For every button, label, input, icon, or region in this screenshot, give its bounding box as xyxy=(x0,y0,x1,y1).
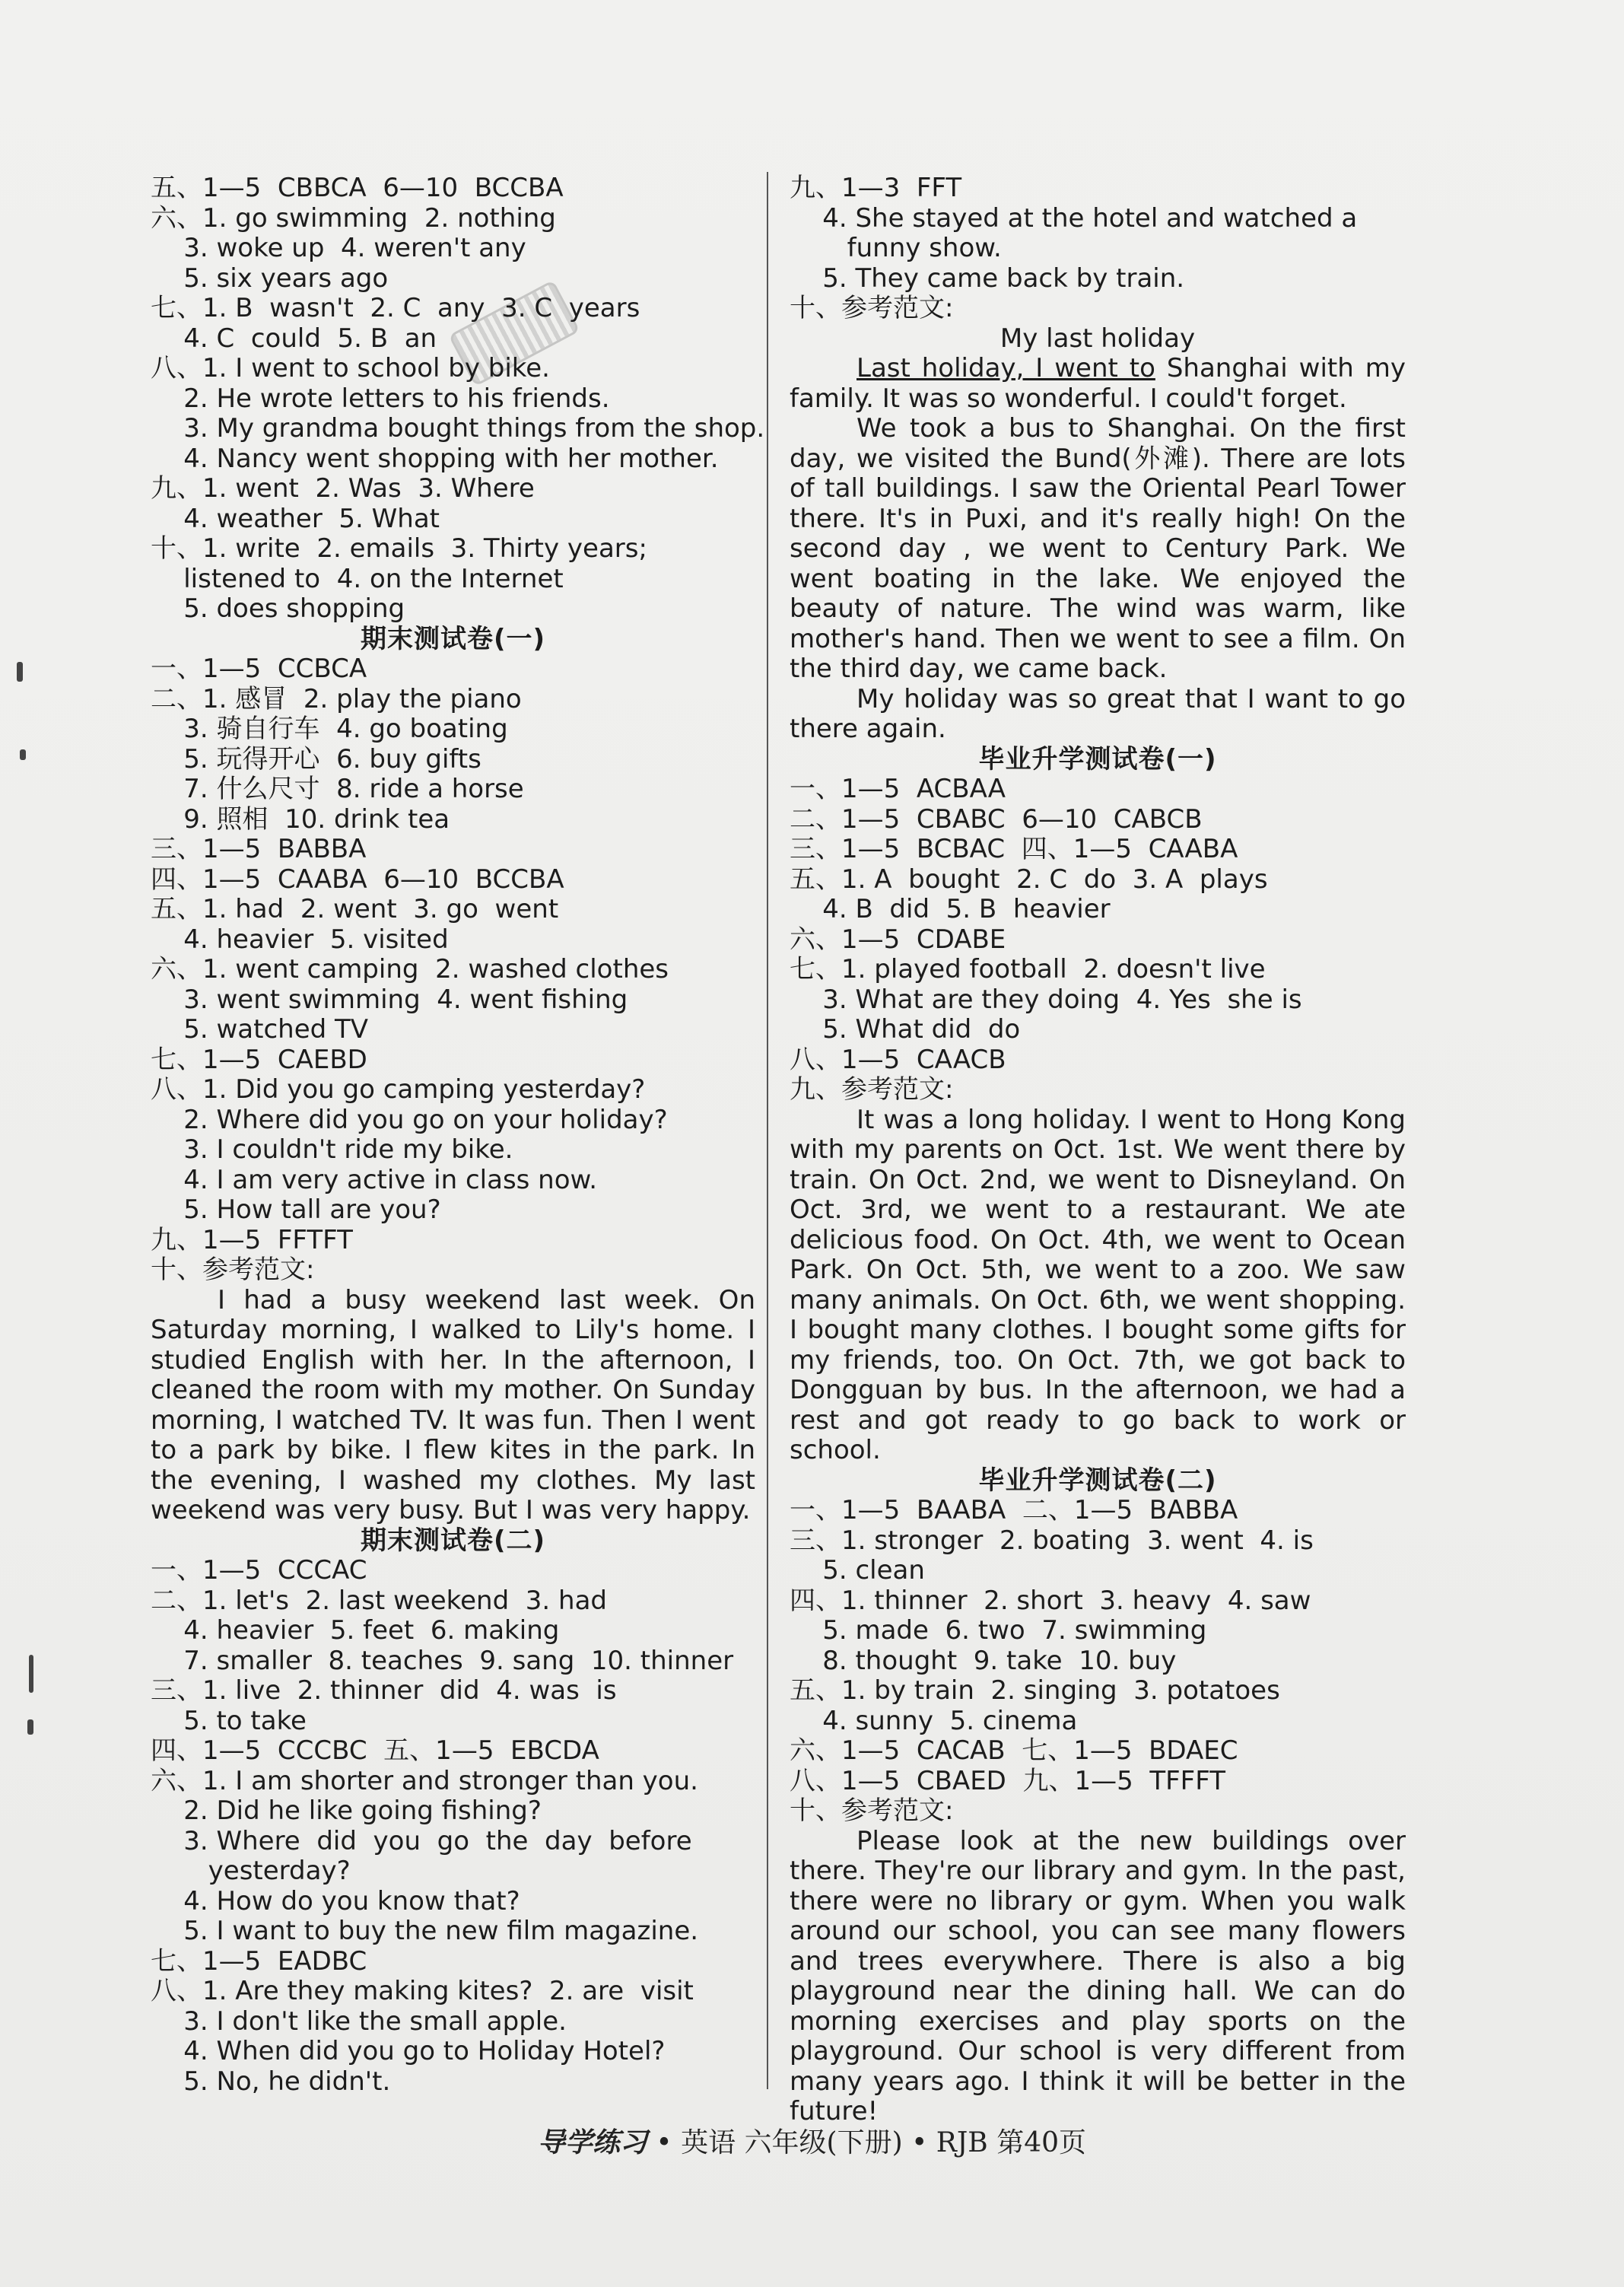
answer-line: 十、1. write 2. emails 3. Thirty years; xyxy=(151,533,647,564)
scan-speck xyxy=(29,1655,33,1693)
answer-line: 4. weather 5. What xyxy=(151,503,440,534)
answer-line: 七、1—5 CAEBD xyxy=(151,1044,367,1075)
answer-section xyxy=(151,173,765,625)
essay-underlined-phrase: Last holiday, I went to xyxy=(856,353,1155,383)
answer-line: 5. watched TV xyxy=(151,1014,369,1045)
answer-line: 九、参考范文: xyxy=(790,1074,954,1105)
answer-section xyxy=(790,775,1406,1105)
answer-line: 四、1—5 CCCBC 五、1—5 EBCDA xyxy=(151,1735,599,1766)
answer-line: 4. How do you know that? xyxy=(151,1885,520,1916)
answer-line: 三、1—5 BABBA xyxy=(151,834,367,864)
answer-line: 一、1—5 CCCAC xyxy=(151,1555,367,1586)
answer-line: 六、1. I am shorter and stronger than you. xyxy=(151,1765,698,1796)
answer-line: 9. 照相 10. drink tea xyxy=(151,803,450,835)
answer-line: 8. thought 9. take 10. buy xyxy=(790,1645,1177,1676)
essay-paragraph xyxy=(790,354,1406,414)
answer-section xyxy=(151,1556,755,2097)
answer-line: 七、1. B wasn't 2. C any 3. C years xyxy=(151,293,640,323)
answer-line: 4. When did you go to Holiday Hotel? xyxy=(151,2036,666,2066)
answer-line: 4. heavier 5. feet 6. making xyxy=(151,1615,560,1646)
answer-line: 六、1—5 CACAB 七、1—5 BDAEC xyxy=(790,1735,1238,1766)
answer-line: 3. 骑自行车 4. go boating xyxy=(151,714,508,744)
answer-line: 5. to take xyxy=(151,1705,307,1736)
footer-info: • 英语 六年级(下册) • RJB 第40页 xyxy=(647,2127,1087,2158)
answer-line: 4. heavier 5. visited xyxy=(151,924,449,955)
answer-line: 二、1—5 CBABC 6—10 CABCB xyxy=(790,803,1203,835)
answer-line: 7. smaller 8. teaches 9. sang 10. thinner xyxy=(151,1645,734,1676)
essay-paragraph: It was a long holiday. I went to Hong Kong with my parents on Oct. 1st. We went there by train. On Oct. 2nd, we went to Disneyland. On Oct. 3rd, we went to a restaurant. We ate delicious food. On Oct. 4th, we went to Ocean Park. On Oct. 5th, we went to a zoo. We saw many animals. On Oct. 6th, we went shopping. I bought many clothes. I bought some gifts for my friends, too. On Oct. 7th, we got back to Dongguan by bus. In the afternoon, we had a rest and got ready to go back to work or school. xyxy=(790,1104,1406,1465)
answer-line: 八、1—5 CBAED 九、1—5 TFFFT xyxy=(790,1765,1225,1796)
section-title: 期末测试卷(一) xyxy=(360,623,546,654)
answer-line: 八、1. Did you go camping yesterday? xyxy=(151,1074,646,1105)
section-title: 毕业升学测试卷(一) xyxy=(978,743,1217,775)
answer-line: 五、1—5 CBBCA 6—10 BCCBA xyxy=(151,173,564,203)
answer-line: yesterday? xyxy=(151,1856,351,1886)
essay-text: Shanghai with my family. It was so wonderful. I could't forget. xyxy=(790,353,1406,414)
answer-line: 八、1—5 CAACB xyxy=(790,1044,1006,1075)
right-column xyxy=(790,173,1406,2127)
essay-paragraph: My holiday was so great that I want to go there again. xyxy=(790,683,1406,744)
answer-line: 4. sunny 5. cinema xyxy=(790,1705,1078,1736)
essay-paragraph: We took a bus to Shanghai. On the first day, we visited the Bund(外滩). There are lots of tall buildings. I saw the Oriental Pearl Tower there. It's in Puxi, and it's really high! On the second day , we went to Century Park. We went boating in the lake. We enjoyed the beauty of nature. The wind was warm, like mother's hand. Then we went to see a film. On the third day, we came back. xyxy=(790,413,1406,684)
answer-line: 4. C could 5. B an xyxy=(151,323,437,354)
answer-line: 六、1. went camping 2. washed clothes xyxy=(151,954,669,984)
page-footer xyxy=(0,2121,1624,2160)
answer-line: 七、1. played football 2. doesn't live xyxy=(790,954,1266,984)
answer-line: 3. Where did you go the day before xyxy=(151,1825,692,1856)
answer-line: 一、1—5 CCBCA xyxy=(151,654,367,684)
answer-line: 3. My grandma bought things from the shop. xyxy=(151,413,765,444)
answer-line: listened to 4. on the Internet xyxy=(151,563,564,594)
answer-line: 六、1—5 CDABE xyxy=(790,924,1006,955)
answer-line: 九、1—5 FFTFT xyxy=(151,1224,353,1255)
answer-line: 5. made 6. two 7. swimming xyxy=(790,1615,1207,1646)
answer-line: 5. What did do xyxy=(790,1014,1021,1045)
answer-line: 七、1—5 EADBC xyxy=(151,1945,367,1977)
answer-line: 一、1—5 ACBAA xyxy=(790,774,1006,804)
answer-line: 3. went swimming 4. went fishing xyxy=(151,984,628,1015)
answer-line: 5. No, he didn't. xyxy=(151,2066,391,2097)
answer-line: 八、1. Are they making kites? 2. are visit xyxy=(151,1976,694,2006)
essay-title: My last holiday xyxy=(1000,323,1196,354)
section-title: 毕业升学测试卷(二) xyxy=(978,1465,1217,1496)
answer-line: funny show. xyxy=(790,233,1002,263)
footer-brand: 导学练习 xyxy=(537,2126,647,2158)
answer-line: 5. I want to buy the new film magazine. xyxy=(151,1916,699,1946)
essay-paragraph: I had a busy weekend last week. On Saturday morning, I walked to Lily's home. I studied English with her. In the afternoon, I cleaned the room with my mother. On Sunday morning, I watched TV. It was fun. Then I went to a park by bike. I flew kites in the park. In the evening, I washed my clothes. My last weekend was very busy. But I was very happy. xyxy=(151,1284,755,1525)
answer-line: 5. clean xyxy=(790,1555,925,1586)
answer-line: 三、1—5 BCBAC 四、1—5 CAABA xyxy=(790,834,1238,864)
answer-line: 一、1—5 BAABA 二、1—5 BABBA xyxy=(790,1495,1238,1525)
answer-section xyxy=(790,173,1406,324)
answer-line: 九、1. went 2. Was 3. Where xyxy=(151,473,535,504)
scan-speck xyxy=(27,1719,33,1735)
answer-line: 五、1. A bought 2. C do 3. A plays xyxy=(790,864,1268,895)
answer-line: 二、1. let's 2. last weekend 3. had xyxy=(151,1585,607,1616)
answer-line: 三、1. live 2. thinner did 4. was is xyxy=(151,1675,617,1706)
answer-line: 五、1. by train 2. singing 3. potatoes xyxy=(790,1675,1280,1706)
answer-line: 3. I don't like the small apple. xyxy=(151,2005,567,2037)
answer-line: 5. How tall are you? xyxy=(151,1194,441,1225)
answer-line: 九、1—3 FFT xyxy=(790,173,962,203)
answer-line: 5. They came back by train. xyxy=(790,262,1185,294)
answer-line: 2. He wrote letters to his friends. xyxy=(151,383,610,414)
answer-line: 3. woke up 4. weren't any xyxy=(151,233,526,263)
column-divider xyxy=(767,172,768,2089)
essay-paragraph: Please look at the new buildings over there. They're our library and gym. In the past, there were no library or gym. When you walk around our school, you can see many flowers and trees everywhere. There is also a big playground near the dining hall. We can do morning exercises and play sports on the playground. Our school is very different from many years ago. I think it will be better in the future! xyxy=(790,1825,1406,2126)
answer-line: 3. What are they doing 4. Yes she is xyxy=(790,984,1302,1015)
answer-line: 四、1—5 CAABA 6—10 BCCBA xyxy=(151,864,564,895)
answer-line: 十、参考范文: xyxy=(790,293,954,323)
section-title: 期末测试卷(二) xyxy=(360,1525,546,1556)
answer-line: 5. does shopping xyxy=(151,593,405,624)
answer-line: 4. She stayed at the hotel and watched a xyxy=(790,202,1358,234)
answer-line: 4. I am very active in class now. xyxy=(151,1164,598,1195)
answer-line: 六、1. go swimming 2. nothing xyxy=(151,202,556,234)
answer-line: 三、1. stronger 2. boating 3. went 4. is xyxy=(790,1525,1314,1556)
answer-line: 十、参考范文: xyxy=(151,1255,315,1285)
answer-line: 五、1. had 2. went 3. go went xyxy=(151,894,559,924)
answer-line: 7. 什么尺寸 8. ride a horse xyxy=(151,774,524,804)
scan-speck xyxy=(17,662,23,682)
answer-section xyxy=(790,1496,1406,1827)
answer-line: 二、1. 感冒 2. play the piano xyxy=(151,683,522,714)
answer-line: 4. Nancy went shopping with her mother. xyxy=(151,443,719,474)
answer-line: 八、1. I went to school by bike. xyxy=(151,353,550,383)
left-column xyxy=(151,173,765,2097)
answer-line: 5. 玩得开心 6. buy gifts xyxy=(151,743,481,775)
scan-speck xyxy=(20,749,26,760)
answer-line: 四、1. thinner 2. short 3. heavy 4. saw xyxy=(790,1585,1311,1616)
answer-section xyxy=(151,654,755,1286)
answer-line: 4. B did 5. B heavier xyxy=(790,894,1111,924)
answer-line: 2. Did he like going fishing? xyxy=(151,1796,542,1826)
answer-line: 十、参考范文: xyxy=(790,1796,954,1826)
answer-line: 2. Where did you go on your holiday? xyxy=(151,1104,668,1135)
answer-line: 3. I couldn't ride my bike. xyxy=(151,1134,513,1165)
answer-line: 5. six years ago xyxy=(151,262,389,294)
